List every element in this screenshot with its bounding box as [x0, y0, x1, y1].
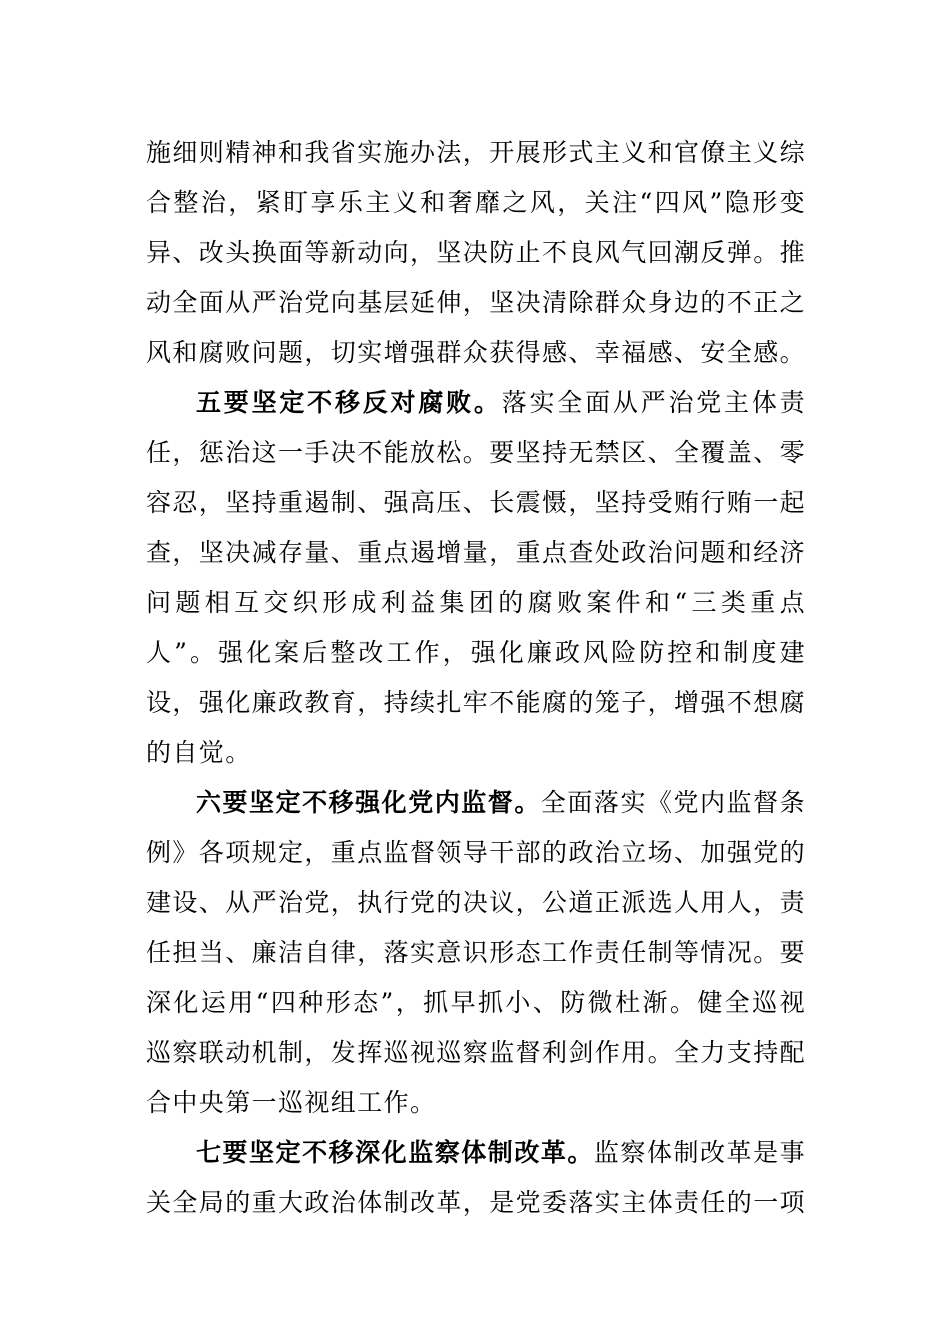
paragraph-body: 落实全面从严治党主体责任，惩治这一手决不能放松。要坚持无禁区、全覆盖、零容忍，坚持重遏制、强高压、长震慑，坚持受贿行贿一起查，坚决减存量、重点遏增量，重点查处政治问题和经济问题相互交织形成利益集团的腐败案件和“三类重点人”。强化案后整改工作，强化廉政风险防控和制度建设，强化廉政教育，持续扎牢不能腐的笼子，增强不想腐的自觉。 [146, 388, 807, 767]
paragraph-section-5 [146, 378, 806, 778]
paragraph-section-7 [146, 1128, 806, 1228]
paragraph-body: 全面落实《党内监督条例》各项规定，重点监督领导干部的政治立场、加强党的建设、从严治党，执行党的决议，公道正派选人用人，责任担当、廉洁自律，落实意识形态工作责任制等情况。要深化运用“四种形态”，抓早抓小、防微杜渐。健全巡视巡察联动机制，发挥巡视巡察监督利剑作用。全力支持配合中央第一巡视组工作。 [146, 788, 807, 1117]
paragraph-section-6 [146, 778, 806, 1128]
section-heading: 七要坚定不移深化监察体制改革。 [196, 1138, 594, 1167]
paragraph-body: 监察体制改革是事关全局的重大政治体制改革，是党委落实主体责任的一项 [146, 1138, 807, 1217]
paragraph-body: 施细则精神和我省实施办法，开展形式主义和官僚主义综合整治，紧盯享乐主义和奢靡之风，关注“四风”隐形变异、改头换面等新动向，坚决防止不良风气回潮反弹。推动全面从严治党向基层延伸，坚决清除群众身边的不正之风和腐败问题，切实增强群众获得感、幸福感、安全感。 [146, 138, 807, 367]
paragraph-continuation [146, 128, 806, 378]
document-page [146, 128, 806, 1228]
section-heading: 五要坚定不移反对腐败。 [196, 388, 502, 417]
section-heading: 六要坚定不移强化党内监督。 [196, 788, 541, 817]
